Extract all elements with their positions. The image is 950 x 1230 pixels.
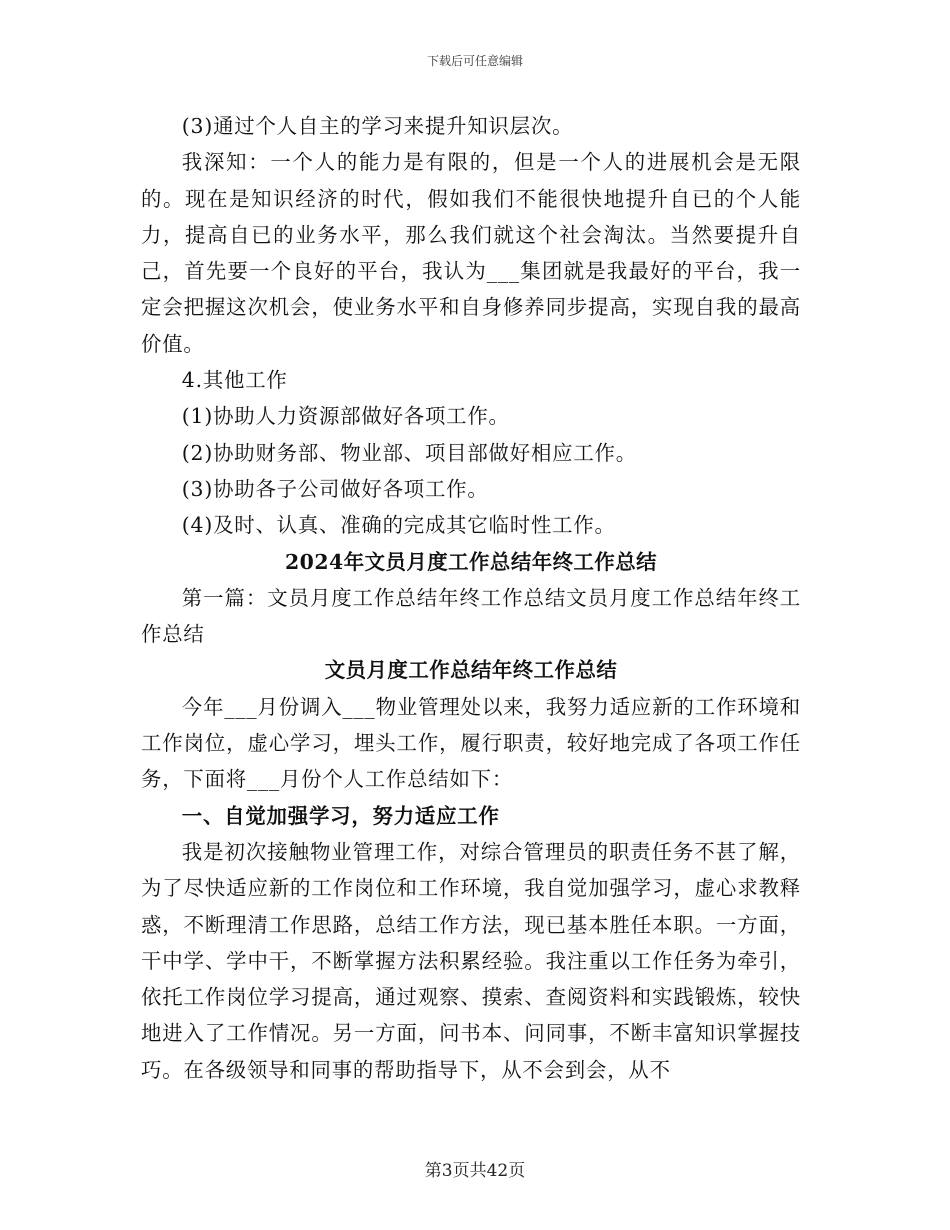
section-heading: 一、自觉加强学习，努力适应工作 xyxy=(181,803,500,828)
paragraph: (2)协助财务部、物业部、项目部做好相应工作。 xyxy=(181,440,637,465)
document-body xyxy=(141,108,801,1088)
paragraph: (1)协助人力资源部做好各项工作。 xyxy=(181,404,510,429)
paragraph: (3)通过个人自主的学习来提升知识层次。 xyxy=(181,114,574,138)
paragraph: 第一篇：文员月度工作总结年终工作总结文员月度工作总结年终工作总结 xyxy=(141,585,801,647)
paragraph: 我深知：一个人的能力是有限的，但是一个人的进展机会是无限的。现在是知识经济的时代，假如我们不能很快地提升自已的个人能力，提高自已的业务水平，那么我们就这个社会淘汰。当然要提升自己，首先要一个良好的平台，我认为___集团就是我最好的平台，我一定会把握这次机会，使业务水平和自身修养同步提高，实现自我的最高价值。 xyxy=(141,150,801,356)
paragraph: (3)协助各子公司做好各项工作。 xyxy=(181,476,489,501)
paragraph: 今年___月份调入___物业管理处以来，我努力适应新的工作环境和工作岗位，虚心学习，埋头工作，履行职责，较好地完成了各项工作任务，下面将___月份个人工作总结如下： xyxy=(141,694,801,792)
section-title: 文员月度工作总结年终工作总结 xyxy=(324,658,618,683)
document-title: 2024年文员月度工作总结年终工作总结 xyxy=(284,549,658,574)
paragraph: (4)及时、认真、准确的完成其它临时性工作。 xyxy=(181,513,616,538)
page-header: 下载后可任意编辑 xyxy=(426,54,523,68)
paragraph: 4.其他工作 xyxy=(181,368,288,393)
paragraph: 我是初次接触物业管理工作，对综合管理员的职责任务不甚了解，为了尽快适应新的工作岗位和工作环境，我自觉加强学习，虚心求教释惑，不断理清工作思路，总结工作方法，现已基本胜任本职。一方面，干中学、学中干，不断掌握方法积累经验。我注重以工作任务为牵引，依托工作岗位学习提高，通过观察、摸索、查阅资料和实践锻炼，较快地进入了工作情况。另一方面，问书本、问同事，不断丰富知识掌握技巧。在各级领导和同事的帮助指导下，从不会到会，从不 xyxy=(141,839,801,1082)
page-number: 第3页共42页 xyxy=(424,1161,526,1181)
